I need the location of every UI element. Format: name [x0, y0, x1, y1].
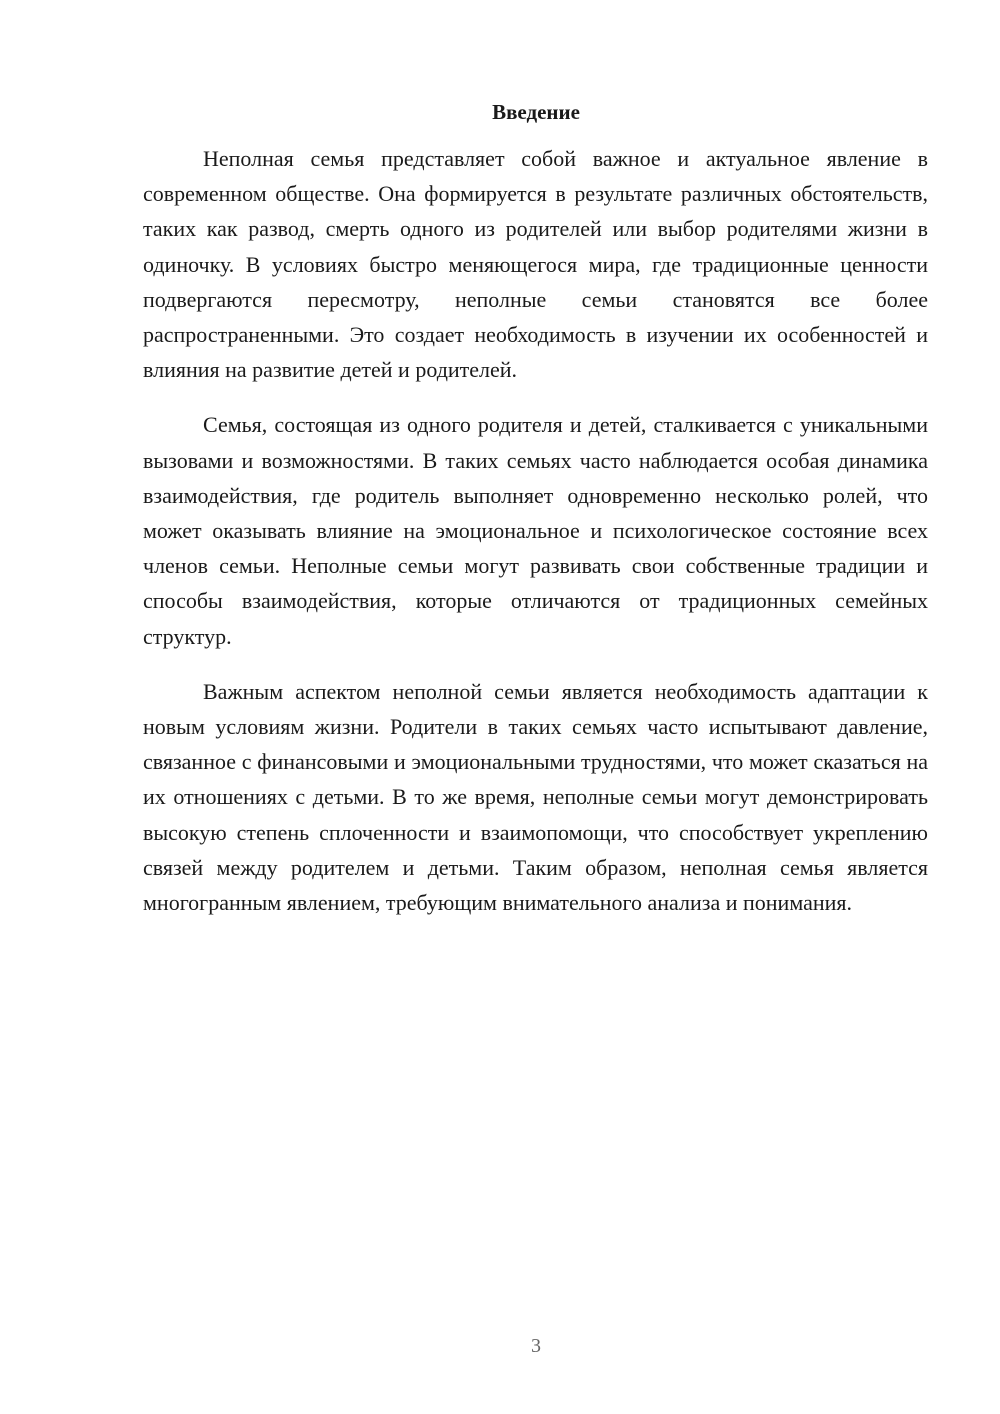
page-number: 3 — [531, 1335, 541, 1357]
paragraph-2: Семья, состоящая из одного родителя и детей, сталкивается с уникальными вызовами и возможностями. В таких семьях часто наблюдается особая динамика взаимодействия, где родитель выполняет одновременно несколько ролей, что может оказывать влияние на эмоциональное и психологическое состояние всех членов семьи. Неполные семьи могут развивать свои собственные традиции и способы взаимодействия, которые отличаются от традиционных семейных структур. — [143, 412, 928, 649]
section-title: Введение — [492, 100, 580, 124]
body-text — [143, 141, 928, 940]
paragraph-3: Важным аспектом неполной семьи является необходимость адаптации к новым условиям жизни. Родители в таких семьях часто испытывают давление, связанное с финансовыми и эмоциональными трудностями, что может сказаться на их отношениях с детьми. В то же время, неполные семьи могут демонстрировать высокую степень сплоченности и взаимопомощи, что способствует укреплению связей между родителем и детьми. Таким образом, неполная семья является многогранным явлением, требующим внимательного анализа и понимания. — [143, 678, 928, 916]
paragraph-1: Неполная семья представляет собой важное и актуальное явление в современном обществе. Она формируется в результате различных обстоятельств, таких как развод, смерть одного из родителей или выбор родителями жизни в одиночку. В условиях быстро меняющегося мира, где традиционные ценности подвергаются пересмотру, неполные семьи становятся все более распространенными. Это создает необходимость в изучении их особенностей и влияния на развитие детей и родителей. — [143, 146, 928, 383]
